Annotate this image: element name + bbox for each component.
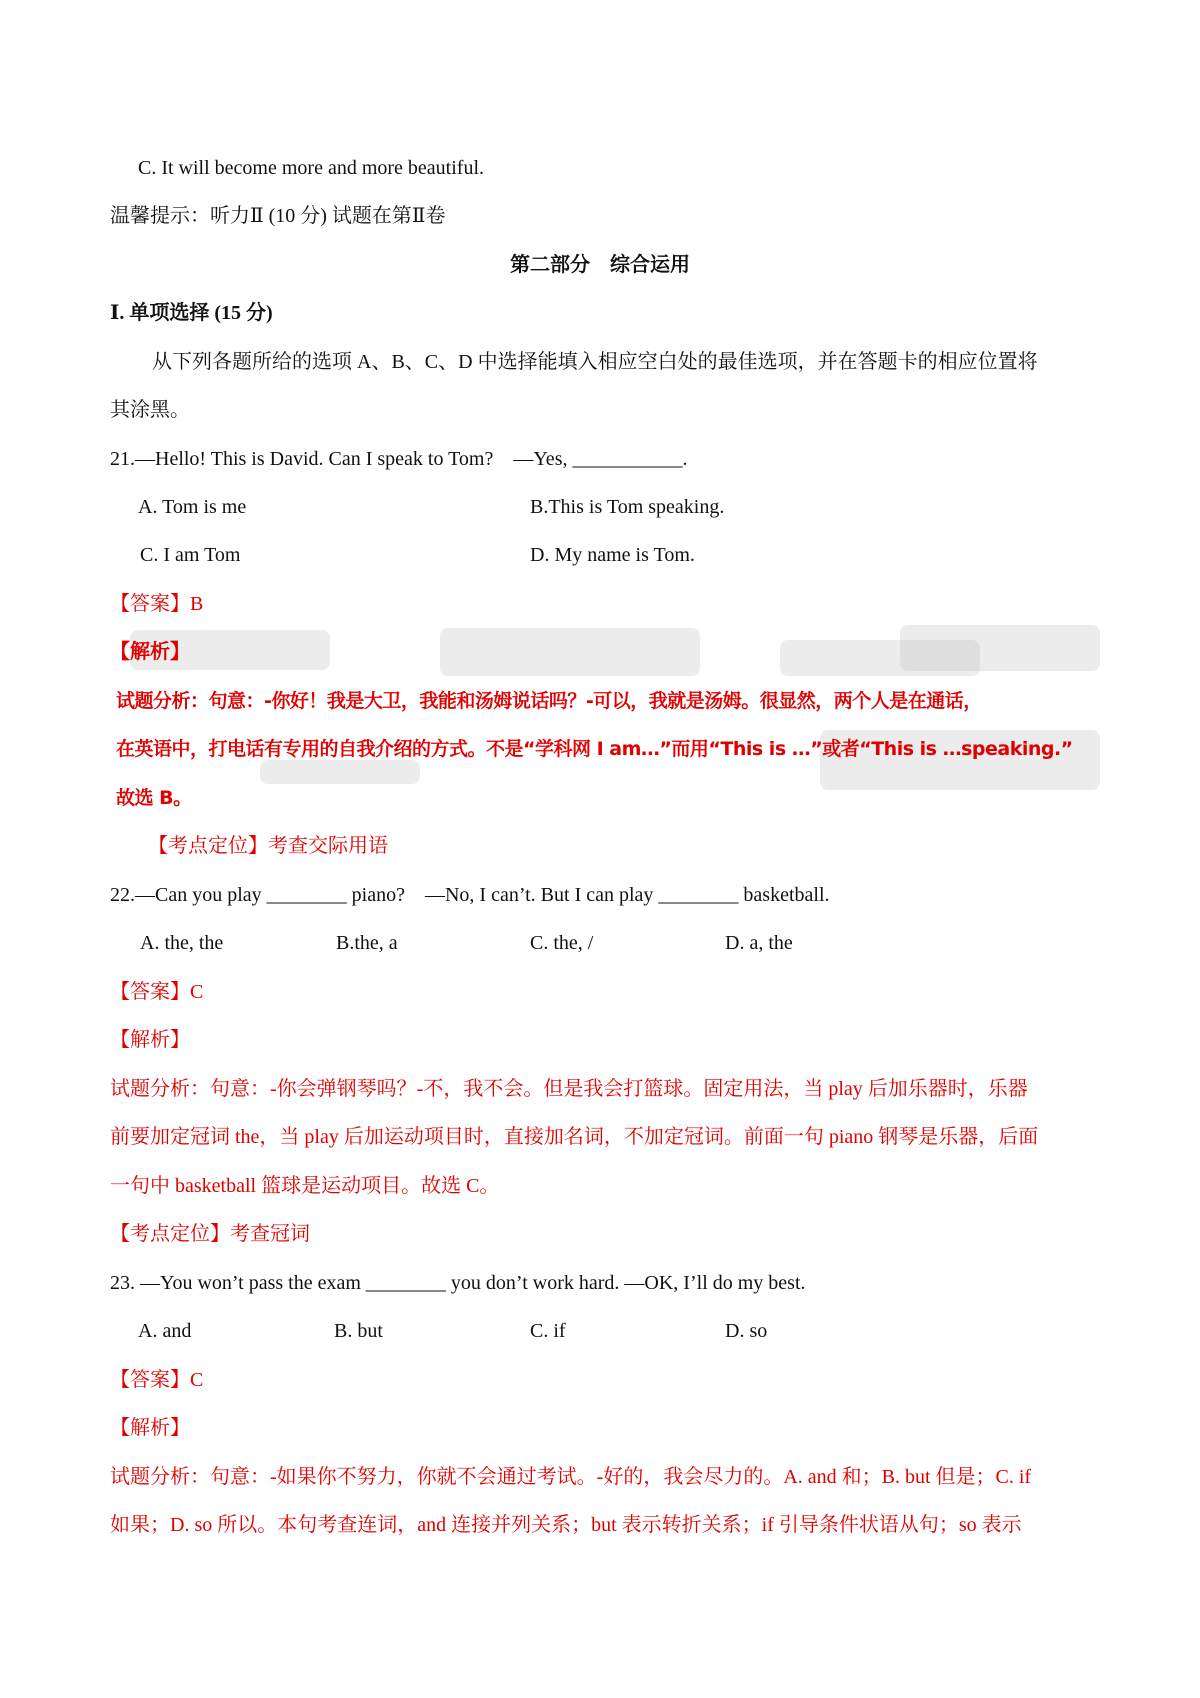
q23-analysis-line-1: 试题分析：句意：-如果你不努力，你就不会通过考试。-好的，我会尽力的。A. and 和；B. but 但是；C. if <box>110 1466 1032 1488</box>
q23-analysis-label: 【解析】 <box>110 1417 190 1439</box>
option-c-previous: C. It will become more and more beautiful. <box>138 157 485 179</box>
q22-option-c: C. the, / <box>530 932 594 954</box>
listening-tip: 温馨提示：听力Ⅱ (10 分) 试题在第Ⅱ卷 <box>110 205 446 227</box>
q21-option-d: D. My name is Tom. <box>530 544 695 566</box>
section-heading: Ⅰ. 单项选择 (15 分) <box>110 302 273 324</box>
instructions-line-2: 其涂黑。 <box>110 399 190 421</box>
question-23: 23. —You won’t pass the exam ________ you don’t work hard. —OK, I’ll do my best. <box>110 1272 806 1294</box>
q21-answer: 【答案】B <box>110 593 204 615</box>
q21-analysis-line-1: 试题分析：句意：-你好！我是大卫，我能和汤姆说话吗？-可以，我就是汤姆。很显然，两个人是在通话， <box>116 690 982 712</box>
q21-analysis-line-2: 在英语中，打电话有专用的自我介绍的方式。不是“学科网 I am…”而用“This is …”或者“This is …speaking.” <box>116 738 1073 760</box>
q23-option-a: A. and <box>138 1320 192 1342</box>
q23-answer: 【答案】C <box>110 1369 204 1391</box>
q23-analysis-line-2: 如果；D. so 所以。本句考查连词，and 连接并列关系；but 表示转折关系；if 引导条件状语从句；so 表示 <box>110 1514 1022 1536</box>
q23-option-b: B. but <box>334 1320 383 1342</box>
q22-option-d: D. a, the <box>725 932 793 954</box>
q21-option-b: B.This is Tom speaking. <box>530 496 725 518</box>
q22-analysis-line-3: 一句中 basketball 篮球是运动项目。故选 C。 <box>110 1175 500 1197</box>
q22-answer: 【答案】C <box>110 981 204 1003</box>
q22-analysis-line-1: 试题分析：句意：-你会弹钢琴吗？-不，我不会。但是我会打篮球。固定用法，当 play 后加乐器时，乐器 <box>110 1078 1028 1100</box>
q22-analysis-line-2: 前要加定冠词 the，当 play 后加运动项目时，直接加名词，不加定冠词。前面一句 piano 钢琴是乐器，后面 <box>110 1126 1039 1148</box>
instructions-line-1: 从下列各题所给的选项 A、B、C、D 中选择能填入相应空白处的最佳选项，并在答题卡的相应位置将 <box>152 351 1038 373</box>
q21-analysis-line-3: 故选 B。 <box>116 787 192 809</box>
q22-option-a: A. the, the <box>140 932 224 954</box>
q23-option-d: D. so <box>725 1320 768 1342</box>
q21-option-a: A. Tom is me <box>138 496 247 518</box>
q22-point: 【考点定位】考查冠词 <box>110 1223 310 1245</box>
q21-point: 【考点定位】考查交际用语 <box>148 835 388 857</box>
q23-option-c: C. if <box>530 1320 566 1342</box>
question-21: 21.—Hello! This is David. Can I speak to Tom? —Yes, ___________. <box>110 448 688 470</box>
q21-analysis-label: 【解析】 <box>110 641 190 663</box>
q22-analysis-label: 【解析】 <box>110 1029 190 1051</box>
q22-option-b: B.the, a <box>336 932 398 954</box>
part-title: 第二部分 综合运用 <box>510 254 690 276</box>
question-22: 22.—Can you play ________ piano? —No, I can’t. But I can play ________ basketball. <box>110 884 830 906</box>
q21-option-c: C. I am Tom <box>140 544 241 566</box>
